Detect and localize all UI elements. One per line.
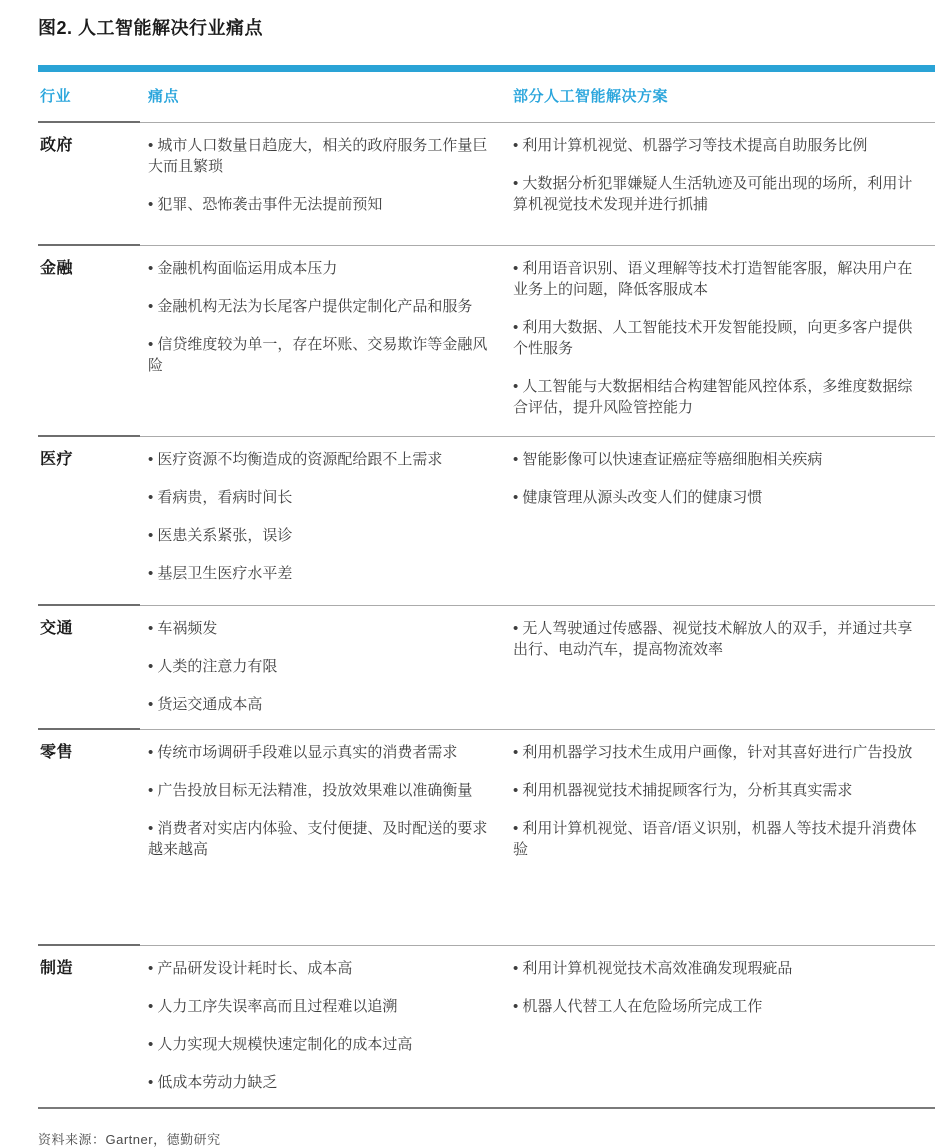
pain-points-cell — [140, 436, 505, 605]
bullet-item: • 利用计算机视觉、语音/语义识别，机器人等技术提升消费体验 — [513, 818, 921, 860]
solutions-cell — [505, 436, 935, 605]
bullet-item: • 犯罪、恐怖袭击事件无法提前预知 — [148, 194, 491, 215]
bullet-item: • 大数据分析犯罪嫌疑人生活轨迹及可能出现的场所，利用计算机视觉技术发现并进行抓捕 — [513, 173, 921, 215]
column-header-pain-points: 痛点 — [140, 69, 505, 123]
industry-cell: 政府 — [38, 122, 140, 245]
solutions-cell — [505, 245, 935, 436]
table-row-manufacturing — [38, 945, 935, 1108]
bullet-item: • 利用机器视觉技术捕捉顾客行为，分析其真实需求 — [513, 780, 921, 801]
industry-cell: 医疗 — [38, 436, 140, 605]
bullet-item: • 人力实现大规模快速定制化的成本过高 — [148, 1034, 491, 1055]
table-row-government — [38, 122, 935, 245]
bullet-item: • 利用计算机视觉技术高效准确发现瑕疵品 — [513, 958, 921, 979]
bullet-item: • 利用大数据、人工智能技术开发智能投顾，向更多客户提供个性服务 — [513, 317, 921, 359]
bullet-item: • 看病贵，看病时间长 — [148, 487, 491, 508]
bullet-item: • 人工智能与大数据相结合构建智能风控体系，多维度数据综合评估，提升风险管控能力 — [513, 376, 921, 418]
bullet-item: • 城市人口数量日趋庞大，相关的政府服务工作量巨大而且繁琐 — [148, 135, 491, 177]
bullet-item: • 货运交通成本高 — [148, 694, 491, 715]
pain-points-cell — [140, 729, 505, 945]
solutions-cell — [505, 122, 935, 245]
pain-points-cell — [140, 945, 505, 1108]
bullet-item: • 医疗资源不均衡造成的资源配给跟不上需求 — [148, 449, 491, 470]
solutions-cell — [505, 729, 935, 945]
solutions-cell — [505, 605, 935, 729]
bullet-item: • 人力工序失误率高而且过程难以追溯 — [148, 996, 491, 1017]
bullet-item: • 低成本劳动力缺乏 — [148, 1072, 491, 1093]
bullet-item: • 车祸频发 — [148, 618, 491, 639]
bullet-item: • 基层卫生医疗水平差 — [148, 563, 491, 584]
bullet-item: • 传统市场调研手段难以显示真实的消费者需求 — [148, 742, 491, 763]
industry-cell: 制造 — [38, 945, 140, 1108]
industry-cell: 零售 — [38, 729, 140, 945]
bullet-item: • 利用计算机视觉、机器学习等技术提高自助服务比例 — [513, 135, 921, 156]
bullet-item: • 利用机器学习技术生成用户画像，针对其喜好进行广告投放 — [513, 742, 921, 763]
bullet-item: • 人类的注意力有限 — [148, 656, 491, 677]
bullet-item: • 智能影像可以快速查证癌症等癌细胞相关疾病 — [513, 449, 921, 470]
bullet-item: • 金融机构面临运用成本压力 — [148, 258, 491, 279]
bullet-item: • 利用语音识别、语义理解等技术打造智能客服，解决用户在业务上的问题，降低客服成本 — [513, 258, 921, 300]
bullet-item: • 产品研发设计耗时长、成本高 — [148, 958, 491, 979]
bullet-item: • 信贷维度较为单一，存在坏账、交易欺诈等金融风险 — [148, 334, 491, 376]
table-row-retail — [38, 729, 935, 945]
solutions-cell — [505, 945, 935, 1108]
industry-cell: 交通 — [38, 605, 140, 729]
bullet-item: • 健康管理从源头改变人们的健康习惯 — [513, 487, 921, 508]
bullet-item: • 金融机构无法为长尾客户提供定制化产品和服务 — [148, 296, 491, 317]
table-header — [38, 69, 935, 123]
table-row-healthcare — [38, 436, 935, 605]
column-header-ai-solutions: 部分人工智能解决方案 — [505, 69, 935, 123]
pain-points-cell — [140, 122, 505, 245]
industry-cell: 金融 — [38, 245, 140, 436]
table-row-finance — [38, 245, 935, 436]
bullet-item: • 广告投放目标无法精准，投放效果难以准确衡量 — [148, 780, 491, 801]
bullet-item: • 机器人代替工人在危险场所完成工作 — [513, 996, 921, 1017]
industry-pain-points-table — [38, 65, 935, 1109]
bullet-item: • 医患关系紧张，误诊 — [148, 525, 491, 546]
figure-title: 图2. 人工智能解决行业痛点 — [38, 18, 264, 38]
column-header-industry: 行业 — [38, 69, 140, 123]
bullet-item: • 无人驾驶通过传感器、视觉技术解放人的双手，并通过共享出行、电动汽车，提高物流效率 — [513, 618, 921, 660]
bullet-item: • 消费者对实店内体验、支付便捷、及时配送的要求越来越高 — [148, 818, 491, 860]
source-attribution: 资料来源：Gartner，德勤研究 — [38, 1131, 221, 1147]
pain-points-cell — [140, 605, 505, 729]
table-row-transportation — [38, 605, 935, 729]
pain-points-cell — [140, 245, 505, 436]
